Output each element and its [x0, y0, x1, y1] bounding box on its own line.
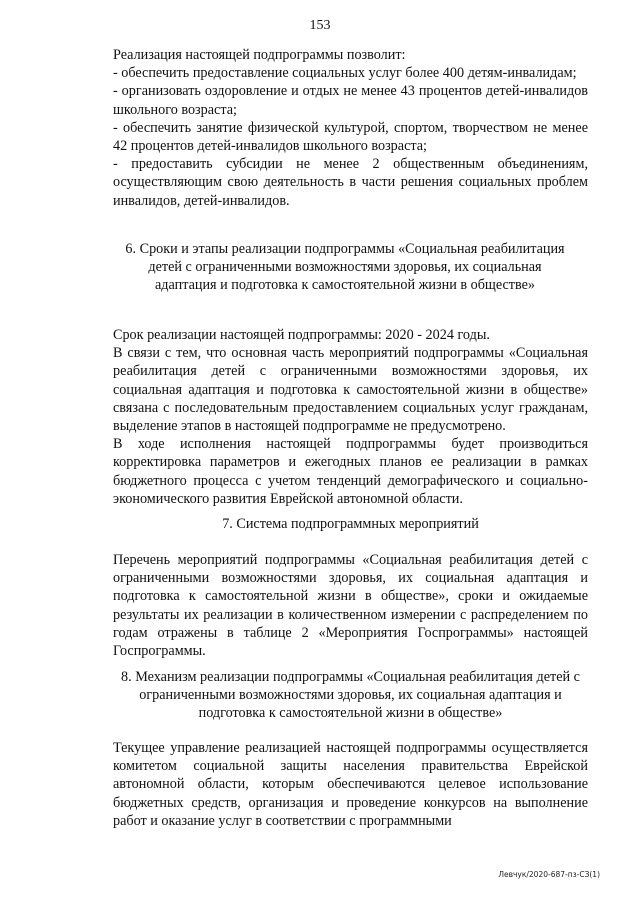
- section-7-paragraph: Перечень мероприятий подпрограммы «Социальная реабилитация детей с ограниченными возможностями здоровья, их социальная адаптация и подготовка к самостоятельной жизни в обществе», сроки и ожидаемые результаты их реализации в количественном измерении с распределением по годам отражены в таблице 2 «Мероприятия Госпрограммы» настоящей Госпрограммы.: [113, 552, 588, 660]
- intro-item: - организовать оздоровление и отдых не менее 43 процентов детей-инвалидов школьного возраста;: [113, 83, 588, 118]
- intro-item: - предоставить субсидии не менее 2 общественным объединениям, осуществляющим свою деятельность в части решения социальных проблем инвалидов, детей-инвалидов.: [113, 156, 588, 209]
- section-6-paragraph: В связи с тем, что основная часть мероприятий подпрограммы «Социальная реабилитация детей с ограниченными возможностями здоровья, их социальная адаптация и подготовка к самостоятельной жизни в обществе» связана с последовательным предоставлением социальных услуг гражданам, выделение этапов в настоящей подпрограмме не предусмотрено.: [113, 345, 588, 435]
- section-8-paragraph: Текущее управление реализацией настоящей подпрограммы осуществляется комитетом социальной защиты населения правительства Еврейской автономной области, которым обеспечиваются целевое использование бюджетных средств, организация и проведение конкурсов на выполнение работ и оказание услуг в соответствии с программными: [113, 740, 588, 829]
- intro-block: [113, 46, 588, 210]
- section-6-paragraph: В ходе исполнения настоящей подпрограммы будет производиться корректировка параметров и ежегодных планов ее реализации в рамках бюджетного процесса с учетом тенденций демографического и социально-экономического развития Еврейской автономной области.: [113, 436, 588, 507]
- section-6-body: [113, 326, 588, 508]
- document-footer-code: Левчук/2020-687-пз-СЗ(1): [498, 870, 600, 879]
- section-6-paragraph: Срок реализации настоящей подпрограммы: 2020 - 2024 годы.: [113, 327, 490, 343]
- section-7-heading: 7. Система подпрограммных мероприятий: [222, 516, 479, 532]
- intro-item: - обеспечить занятие физической культурой, спортом, творчеством не менее 42 процентов детей-инвалидов школьного возраста;: [113, 119, 588, 155]
- intro-lead: Реализация настоящей подпрограммы позволит:: [113, 47, 406, 63]
- section-8-heading: 8. Механизм реализации подпрограммы «Социальная реабилитация детей с ограниченными возможностями здоровья, их социальная адаптация и подготовка к самостоятельной жизни в обществе»: [121, 669, 580, 722]
- section-8-body: [113, 739, 588, 830]
- section-6-heading: 6. Сроки и этапы реализации подпрограммы «Социальная реабилитация детей с ограниченными возможностями здоровья, их социальная адаптация и подготовка к самостоятельной жизни в обществе»: [125, 241, 565, 294]
- intro-item: - обеспечить предоставление социальных услуг более 400 детям-инвалидам;: [113, 65, 577, 82]
- section-7-body: [113, 551, 588, 660]
- page-number: 153: [309, 18, 331, 33]
